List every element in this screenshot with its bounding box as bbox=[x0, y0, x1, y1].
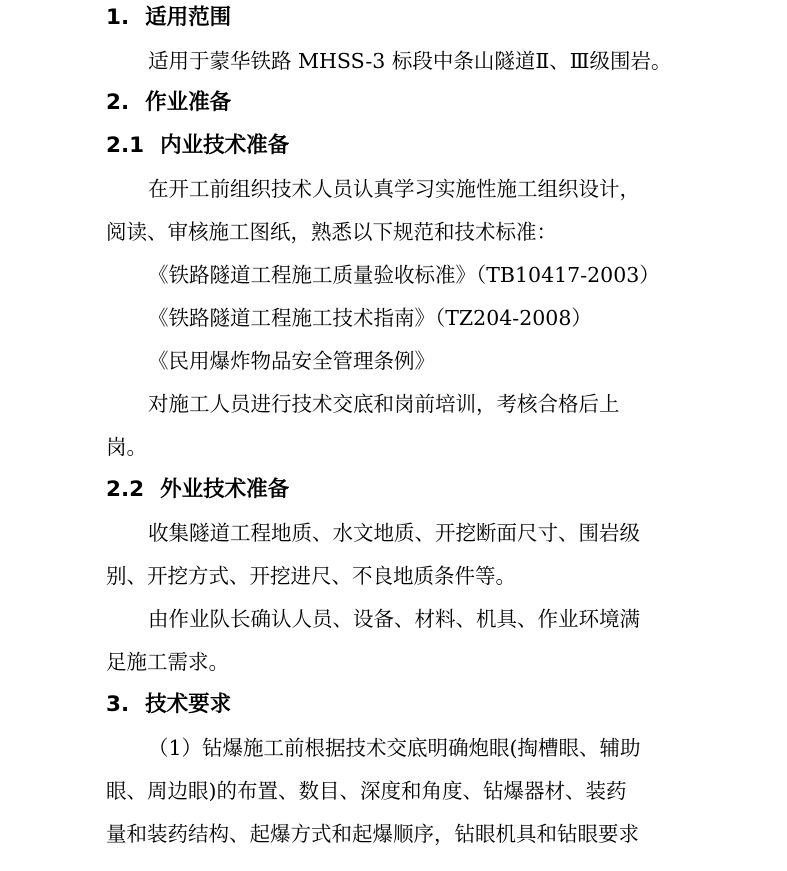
section-title: 外业技术准备 bbox=[160, 477, 290, 502]
paragraph-line: 对施工人员进行技术交底和岗前培训，考核合格后上 bbox=[148, 392, 620, 416]
paragraph-line: 适用于蒙华铁路 MHSS-3 标段中条山隧道Ⅱ、Ⅲ级围岩。 bbox=[148, 49, 672, 73]
paragraph-line: （1）钻爆施工前根据技术交底明确炮眼(掏槽眼、辅助 bbox=[148, 736, 641, 760]
paragraph-line: 量和装药结构、起爆方式和起爆顺序，钻眼机具和钻眼要求 bbox=[106, 822, 639, 846]
section-title: 作业准备 bbox=[145, 90, 232, 115]
paragraph-line: 在开工前组织技术人员认真学习实施性施工组织设计， bbox=[148, 177, 640, 201]
section-number: 2. bbox=[106, 90, 130, 115]
section-title: 内业技术准备 bbox=[160, 133, 290, 158]
paragraph-line: 阅读、审核施工图纸，熟悉以下规范和技术标准： bbox=[106, 220, 557, 244]
section-number: 2.2 bbox=[106, 477, 145, 502]
section-number: 2.1 bbox=[106, 133, 145, 158]
section-number: 1. bbox=[106, 5, 130, 30]
standard-item: 《民用爆炸物品安全管理条例》 bbox=[148, 349, 435, 373]
standard-item: 《铁路隧道工程施工技术指南》（TZ204-2008） bbox=[148, 306, 592, 330]
section-3-heading bbox=[106, 691, 787, 719]
section-title: 技术要求 bbox=[145, 692, 232, 717]
section-2-heading bbox=[106, 89, 787, 117]
section-1-heading bbox=[106, 4, 787, 32]
paragraph-line: 收集隧道工程地质、水文地质、开挖断面尺寸、围岩级 bbox=[148, 521, 640, 545]
section-2-1-heading bbox=[106, 132, 787, 160]
paragraph-line: 眼、周边眼)的布置、数目、深度和角度、钻爆器材、装药 bbox=[106, 779, 627, 803]
section-title: 适用范围 bbox=[145, 5, 232, 30]
paragraph-line: 足施工需求。 bbox=[106, 650, 229, 674]
standard-item: 《铁路隧道工程施工质量验收标准》（TB10417-2003） bbox=[148, 263, 660, 287]
section-number: 3. bbox=[106, 692, 130, 717]
section-2-2-heading bbox=[106, 476, 787, 504]
paragraph-line: 岗。 bbox=[106, 435, 147, 459]
paragraph-line: 别、开挖方式、开挖进尺、不良地质条件等。 bbox=[106, 564, 516, 588]
paragraph-line: 由作业队长确认人员、设备、材料、机具、作业环境满 bbox=[148, 607, 640, 631]
